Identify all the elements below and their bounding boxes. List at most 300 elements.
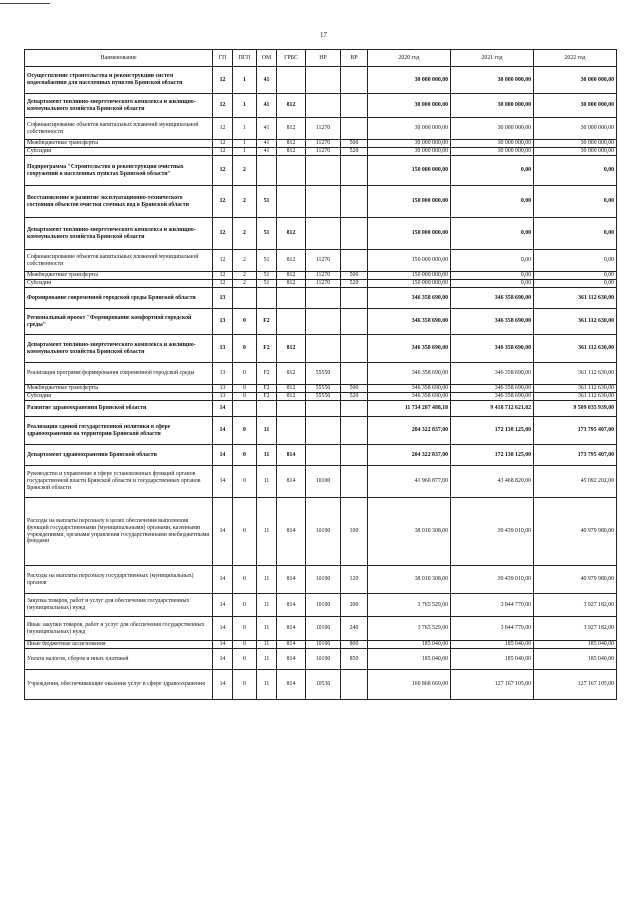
cell-gp: 14 xyxy=(213,641,233,649)
cell-y2020: 185 040,00 xyxy=(368,649,451,670)
cell-grbs: 812 xyxy=(277,272,306,280)
cell-pgp xyxy=(233,401,257,417)
cell-grbs: 812 xyxy=(277,140,306,148)
table-row xyxy=(25,140,617,148)
table-row xyxy=(25,250,617,272)
cell-gp: 14 xyxy=(213,445,233,466)
cell-y2021: 127 167 105,00 xyxy=(451,670,534,700)
table-row xyxy=(25,649,617,670)
cell-pgp: 0 xyxy=(233,363,257,385)
cell-pgp: 1 xyxy=(233,94,257,118)
cell-y2021: 30 000 000,00 xyxy=(451,118,534,140)
cell-vr xyxy=(341,250,368,272)
cell-y2020: 150 000 000,00 xyxy=(368,280,451,288)
cell-name: Межбюджетные трансферты xyxy=(25,272,213,280)
cell-y2021: 0,00 xyxy=(451,280,534,288)
table-row xyxy=(25,393,617,401)
header-vr: ВР xyxy=(341,50,368,67)
cell-gp: 12 xyxy=(213,272,233,280)
cell-grbs xyxy=(277,67,306,94)
cell-pgp: 0 xyxy=(233,466,257,498)
table-row xyxy=(25,670,617,700)
cell-nr: 10100 xyxy=(306,649,341,670)
cell-name: Реализация программ формирования современной городской среды xyxy=(25,363,213,385)
cell-pgp: 0 xyxy=(233,385,257,393)
table-row xyxy=(25,288,617,309)
cell-name: Иные закупки товаров, работ и услуг для обеспечения государственных (муниципальных) нужд xyxy=(25,617,213,641)
budget-table xyxy=(24,49,617,700)
cell-vr xyxy=(341,335,368,363)
table-row xyxy=(25,617,617,641)
cell-nr xyxy=(306,67,341,94)
table-row xyxy=(25,148,617,156)
cell-y2020: 204 322 837,00 xyxy=(368,417,451,445)
cell-om: 11 xyxy=(257,641,277,649)
cell-grbs: 812 xyxy=(277,385,306,393)
cell-y2021: 172 138 125,00 xyxy=(451,417,534,445)
cell-y2021: 0,00 xyxy=(451,272,534,280)
cell-y2020: 346 358 690,00 xyxy=(368,393,451,401)
cell-grbs: 814 xyxy=(277,670,306,700)
table-row xyxy=(25,445,617,466)
cell-om: F2 xyxy=(257,335,277,363)
cell-nr: 10100 xyxy=(306,466,341,498)
cell-gp: 12 xyxy=(213,148,233,156)
cell-grbs: 812 xyxy=(277,94,306,118)
table-row xyxy=(25,466,617,498)
cell-gp: 13 xyxy=(213,288,233,309)
cell-vr: 520 xyxy=(341,148,368,156)
cell-nr: 55550 xyxy=(306,363,341,385)
cell-y2022: 40 979 980,00 xyxy=(534,498,617,566)
cell-vr xyxy=(341,363,368,385)
cell-nr xyxy=(306,309,341,335)
table-row xyxy=(25,309,617,335)
cell-om: 41 xyxy=(257,140,277,148)
cell-name: Иные бюджетные ассигнования xyxy=(25,641,213,649)
cell-y2022: 30 000 000,00 xyxy=(534,94,617,118)
table-row xyxy=(25,186,617,218)
cell-grbs: 812 xyxy=(277,335,306,363)
cell-name: Формирование современной городской среды Брянской области xyxy=(25,288,213,309)
cell-vr xyxy=(341,417,368,445)
cell-grbs: 814 xyxy=(277,617,306,641)
cell-name: Уплата налогов, сборов и иных платежей xyxy=(25,649,213,670)
cell-pgp: 1 xyxy=(233,140,257,148)
cell-nr: 55550 xyxy=(306,393,341,401)
cell-y2022: 361 112 630,00 xyxy=(534,335,617,363)
cell-nr: 11270 xyxy=(306,280,341,288)
cell-y2022: 0,00 xyxy=(534,156,617,186)
cell-y2021: 185 040,00 xyxy=(451,649,534,670)
cell-y2020: 346 358 690,00 xyxy=(368,363,451,385)
cell-gp: 14 xyxy=(213,417,233,445)
cell-vr: 500 xyxy=(341,272,368,280)
table-row xyxy=(25,498,617,566)
cell-y2022: 361 112 630,00 xyxy=(534,363,617,385)
cell-y2021: 346 358 690,00 xyxy=(451,335,534,363)
cell-y2020: 30 000 000,00 xyxy=(368,67,451,94)
cell-om: 41 xyxy=(257,94,277,118)
cell-om: F2 xyxy=(257,363,277,385)
header-name: Наименование xyxy=(25,50,213,67)
cell-gp: 14 xyxy=(213,498,233,566)
top-rule xyxy=(0,3,50,4)
cell-y2020: 150 000 000,00 xyxy=(368,218,451,250)
cell-nr: 11270 xyxy=(306,250,341,272)
cell-pgp: 1 xyxy=(233,118,257,140)
cell-y2020: 41 960 877,00 xyxy=(368,466,451,498)
cell-grbs: 814 xyxy=(277,466,306,498)
cell-pgp: 2 xyxy=(233,280,257,288)
cell-pgp: 0 xyxy=(233,649,257,670)
cell-gp: 13 xyxy=(213,309,233,335)
cell-vr: 200 xyxy=(341,594,368,617)
cell-gp: 12 xyxy=(213,156,233,186)
table-row xyxy=(25,156,617,186)
cell-y2020: 346 358 690,00 xyxy=(368,385,451,393)
cell-y2022: 185 040,00 xyxy=(534,641,617,649)
cell-y2021: 39 439 010,00 xyxy=(451,566,534,594)
cell-gp: 12 xyxy=(213,218,233,250)
cell-y2021: 3 844 770,00 xyxy=(451,617,534,641)
cell-om: F2 xyxy=(257,309,277,335)
cell-y2021: 30 000 000,00 xyxy=(451,94,534,118)
table-row xyxy=(25,67,617,94)
cell-name: Подпрограмма "Строительство и реконструкция очистных сооружений в населенных пунктах Брянской области" xyxy=(25,156,213,186)
cell-pgp: 2 xyxy=(233,218,257,250)
cell-y2021: 9 418 712 621,82 xyxy=(451,401,534,417)
cell-grbs: 812 xyxy=(277,363,306,385)
cell-name: Департамент здравоохранения Брянской области xyxy=(25,445,213,466)
cell-y2020: 150 000 000,00 xyxy=(368,156,451,186)
cell-y2021: 346 358 690,00 xyxy=(451,385,534,393)
cell-gp: 13 xyxy=(213,335,233,363)
cell-gp: 12 xyxy=(213,140,233,148)
cell-y2021: 346 358 690,00 xyxy=(451,393,534,401)
cell-name: Софинансирование объектов капитальных вложений муниципальной собственности xyxy=(25,250,213,272)
cell-y2021: 346 358 690,00 xyxy=(451,288,534,309)
cell-nr: 11270 xyxy=(306,140,341,148)
cell-y2020: 346 358 690,00 xyxy=(368,309,451,335)
cell-y2021: 346 358 690,00 xyxy=(451,309,534,335)
cell-nr: 10530 xyxy=(306,670,341,700)
cell-vr: 240 xyxy=(341,617,368,641)
cell-y2020: 30 000 000,00 xyxy=(368,140,451,148)
cell-pgp: 0 xyxy=(233,670,257,700)
cell-y2021: 0,00 xyxy=(451,218,534,250)
cell-y2022: 361 112 630,00 xyxy=(534,393,617,401)
cell-y2020: 30 000 000,00 xyxy=(368,118,451,140)
cell-gp: 13 xyxy=(213,385,233,393)
cell-grbs xyxy=(277,186,306,218)
cell-nr: 10100 xyxy=(306,498,341,566)
cell-vr xyxy=(341,94,368,118)
cell-name: Расходы на выплаты персоналу в целях обеспечения выполнения функций государственными (муниципальными) органами, казенными учреждениями, органами управления государственными внебюджетными фондами xyxy=(25,498,213,566)
cell-y2022: 361 112 630,00 xyxy=(534,309,617,335)
cell-pgp: 2 xyxy=(233,156,257,186)
cell-vr: 500 xyxy=(341,140,368,148)
cell-pgp: 0 xyxy=(233,498,257,566)
cell-name: Учреждения, обеспечивающие оказание услуг в сфере здравоохранения xyxy=(25,670,213,700)
table-row xyxy=(25,272,617,280)
cell-gp: 14 xyxy=(213,617,233,641)
cell-vr: 800 xyxy=(341,641,368,649)
cell-y2022: 30 000 000,00 xyxy=(534,140,617,148)
cell-name: Восстановление и развитие эксплуатационно-технического состояния объектов очистки сточных вод в Брянской области xyxy=(25,186,213,218)
cell-nr: 10100 xyxy=(306,594,341,617)
cell-vr: 520 xyxy=(341,393,368,401)
cell-om: 51 xyxy=(257,272,277,280)
cell-nr xyxy=(306,401,341,417)
cell-vr xyxy=(341,401,368,417)
cell-gp: 12 xyxy=(213,186,233,218)
cell-gp: 12 xyxy=(213,67,233,94)
cell-name: Департамент топливно-энергетического комплекса и жилищно-коммунального хозяйства Брянской области xyxy=(25,94,213,118)
cell-nr xyxy=(306,417,341,445)
table-row xyxy=(25,363,617,385)
cell-nr xyxy=(306,156,341,186)
cell-y2022: 9 509 035 939,00 xyxy=(534,401,617,417)
cell-vr xyxy=(341,309,368,335)
cell-grbs: 814 xyxy=(277,566,306,594)
cell-pgp: 0 xyxy=(233,445,257,466)
cell-nr: 10100 xyxy=(306,566,341,594)
cell-y2022: 30 000 000,00 xyxy=(534,148,617,156)
cell-grbs: 812 xyxy=(277,218,306,250)
table-row xyxy=(25,335,617,363)
table-row xyxy=(25,641,617,649)
cell-om: 11 xyxy=(257,670,277,700)
cell-vr xyxy=(341,186,368,218)
cell-nr: 11270 xyxy=(306,272,341,280)
cell-om: 41 xyxy=(257,148,277,156)
cell-pgp: 2 xyxy=(233,272,257,280)
cell-y2022: 0,00 xyxy=(534,186,617,218)
cell-y2022: 127 167 105,00 xyxy=(534,670,617,700)
cell-pgp: 0 xyxy=(233,594,257,617)
cell-name: Реализация единой государственной политики в сфере здравоохранения на территории Брянской области xyxy=(25,417,213,445)
cell-y2020: 30 000 000,00 xyxy=(368,148,451,156)
cell-vr xyxy=(341,118,368,140)
cell-y2021: 346 358 690,00 xyxy=(451,363,534,385)
cell-y2022: 0,00 xyxy=(534,218,617,250)
cell-om xyxy=(257,401,277,417)
cell-grbs xyxy=(277,156,306,186)
cell-gp: 14 xyxy=(213,566,233,594)
cell-y2022: 173 795 407,00 xyxy=(534,445,617,466)
cell-grbs xyxy=(277,288,306,309)
cell-pgp: 0 xyxy=(233,566,257,594)
cell-y2021: 30 000 000,00 xyxy=(451,140,534,148)
cell-name: Субсидии xyxy=(25,393,213,401)
cell-gp: 14 xyxy=(213,401,233,417)
cell-grbs: 812 xyxy=(277,148,306,156)
cell-y2020: 3 765 529,00 xyxy=(368,617,451,641)
cell-nr: 10100 xyxy=(306,641,341,649)
cell-name: Расходы на выплаты персоналу государственных (муниципальных) органов xyxy=(25,566,213,594)
cell-y2022: 3 927 182,00 xyxy=(534,594,617,617)
cell-pgp: 2 xyxy=(233,250,257,272)
cell-gp: 13 xyxy=(213,363,233,385)
table-row xyxy=(25,566,617,594)
header-grbs: ГРБС xyxy=(277,50,306,67)
cell-om: 11 xyxy=(257,445,277,466)
cell-om: 11 xyxy=(257,617,277,641)
cell-vr: 100 xyxy=(341,498,368,566)
cell-nr: 10100 xyxy=(306,617,341,641)
cell-vr: 850 xyxy=(341,649,368,670)
cell-name: Субсидии xyxy=(25,280,213,288)
cell-nr xyxy=(306,288,341,309)
cell-name: Региональный проект "Формирование комфортной городской среды" xyxy=(25,309,213,335)
cell-y2022: 45 092 202,00 xyxy=(534,466,617,498)
header-nr: НР xyxy=(306,50,341,67)
table-row xyxy=(25,94,617,118)
cell-nr: 11270 xyxy=(306,118,341,140)
cell-nr xyxy=(306,94,341,118)
table-row xyxy=(25,385,617,393)
table-header-row xyxy=(25,50,617,67)
cell-nr xyxy=(306,186,341,218)
cell-y2021: 185 040,00 xyxy=(451,641,534,649)
cell-om: 11 xyxy=(257,649,277,670)
cell-vr: 520 xyxy=(341,280,368,288)
cell-vr xyxy=(341,670,368,700)
cell-y2020: 160 868 660,00 xyxy=(368,670,451,700)
cell-y2022: 0,00 xyxy=(534,280,617,288)
cell-nr: 11270 xyxy=(306,148,341,156)
cell-name: Софинансирование объектов капитальных вложений муниципальной собственности xyxy=(25,118,213,140)
cell-nr xyxy=(306,445,341,466)
cell-name: Закупка товаров, работ и услуг для обеспечения государственных (муниципальных) нужд xyxy=(25,594,213,617)
cell-om: 41 xyxy=(257,67,277,94)
cell-name: Осуществление строительства и реконструкции систем водоснабжения для населенных пунктов Брянской области xyxy=(25,67,213,94)
cell-y2021: 3 844 770,00 xyxy=(451,594,534,617)
cell-grbs: 814 xyxy=(277,649,306,670)
cell-y2022: 30 000 000,00 xyxy=(534,118,617,140)
cell-grbs xyxy=(277,309,306,335)
cell-grbs: 812 xyxy=(277,250,306,272)
cell-y2020: 3 765 529,00 xyxy=(368,594,451,617)
cell-vr xyxy=(341,67,368,94)
cell-vr xyxy=(341,445,368,466)
cell-vr xyxy=(341,466,368,498)
cell-y2021: 43 468 820,00 xyxy=(451,466,534,498)
cell-y2020: 11 734 207 488,18 xyxy=(368,401,451,417)
cell-grbs xyxy=(277,401,306,417)
cell-name: Департамент топливно-энергетического комплекса и жилищно-коммунального хозяйства Брянской области xyxy=(25,218,213,250)
cell-om: 41 xyxy=(257,118,277,140)
cell-pgp: 0 xyxy=(233,417,257,445)
cell-grbs xyxy=(277,417,306,445)
cell-pgp: 0 xyxy=(233,393,257,401)
cell-y2020: 150 000 000,00 xyxy=(368,250,451,272)
cell-vr xyxy=(341,288,368,309)
cell-pgp: 0 xyxy=(233,335,257,363)
cell-y2021: 0,00 xyxy=(451,186,534,218)
cell-pgp: 0 xyxy=(233,309,257,335)
cell-y2020: 204 322 837,00 xyxy=(368,445,451,466)
cell-om xyxy=(257,288,277,309)
cell-y2020: 30 000 000,00 xyxy=(368,94,451,118)
cell-name: Руководство и управление в сфере установленных функций органов государственной власти Брянской области и государственных органов Брянской области xyxy=(25,466,213,498)
cell-gp: 12 xyxy=(213,280,233,288)
cell-grbs: 814 xyxy=(277,594,306,617)
cell-om xyxy=(257,156,277,186)
cell-y2022: 361 112 630,00 xyxy=(534,385,617,393)
header-gp: ГП xyxy=(213,50,233,67)
table-row xyxy=(25,118,617,140)
cell-gp: 12 xyxy=(213,118,233,140)
cell-vr: 500 xyxy=(341,385,368,393)
cell-grbs: 814 xyxy=(277,641,306,649)
cell-y2020: 346 358 690,00 xyxy=(368,288,451,309)
cell-grbs: 812 xyxy=(277,280,306,288)
table-row xyxy=(25,280,617,288)
table-row xyxy=(25,401,617,417)
cell-y2022: 185 040,00 xyxy=(534,649,617,670)
table-row xyxy=(25,417,617,445)
cell-gp: 13 xyxy=(213,393,233,401)
cell-grbs: 814 xyxy=(277,498,306,566)
cell-pgp: 1 xyxy=(233,148,257,156)
cell-gp: 12 xyxy=(213,250,233,272)
cell-om: 51 xyxy=(257,218,277,250)
cell-y2020: 150 000 000,00 xyxy=(368,186,451,218)
cell-om: 11 xyxy=(257,498,277,566)
header-om: ОМ xyxy=(257,50,277,67)
cell-y2020: 38 010 308,00 xyxy=(368,498,451,566)
cell-y2021: 30 000 000,00 xyxy=(451,148,534,156)
cell-om: 11 xyxy=(257,466,277,498)
cell-name: Развитие здравоохранения Брянской области xyxy=(25,401,213,417)
cell-pgp: 0 xyxy=(233,617,257,641)
cell-nr xyxy=(306,335,341,363)
cell-name: Межбюджетные трансферты xyxy=(25,385,213,393)
cell-y2020: 185 040,00 xyxy=(368,641,451,649)
cell-y2021: 0,00 xyxy=(451,250,534,272)
cell-y2022: 173 795 407,00 xyxy=(534,417,617,445)
cell-y2022: 3 927 182,00 xyxy=(534,617,617,641)
cell-om: 11 xyxy=(257,566,277,594)
cell-om: F2 xyxy=(257,393,277,401)
cell-y2020: 38 010 308,00 xyxy=(368,566,451,594)
cell-grbs: 814 xyxy=(277,445,306,466)
cell-vr xyxy=(341,156,368,186)
cell-y2020: 346 358 690,00 xyxy=(368,335,451,363)
cell-y2022: 361 112 630,00 xyxy=(534,288,617,309)
cell-om: 51 xyxy=(257,250,277,272)
cell-pgp: 0 xyxy=(233,641,257,649)
cell-y2021: 172 138 125,00 xyxy=(451,445,534,466)
cell-om: 11 xyxy=(257,417,277,445)
cell-grbs: 812 xyxy=(277,118,306,140)
header-pgp: ПГП xyxy=(233,50,257,67)
header-2020: 2020 год xyxy=(368,50,451,67)
header-2022: 2022 год xyxy=(534,50,617,67)
cell-pgp: 1 xyxy=(233,67,257,94)
cell-y2020: 150 000 000,00 xyxy=(368,272,451,280)
cell-vr: 120 xyxy=(341,566,368,594)
cell-pgp xyxy=(233,288,257,309)
cell-gp: 14 xyxy=(213,466,233,498)
cell-name: Департамент топливно-энергетического комплекса и жилищно-коммунального хозяйства Брянской области xyxy=(25,335,213,363)
cell-y2022: 0,00 xyxy=(534,250,617,272)
cell-pgp: 2 xyxy=(233,186,257,218)
cell-nr xyxy=(306,218,341,250)
cell-gp: 14 xyxy=(213,594,233,617)
